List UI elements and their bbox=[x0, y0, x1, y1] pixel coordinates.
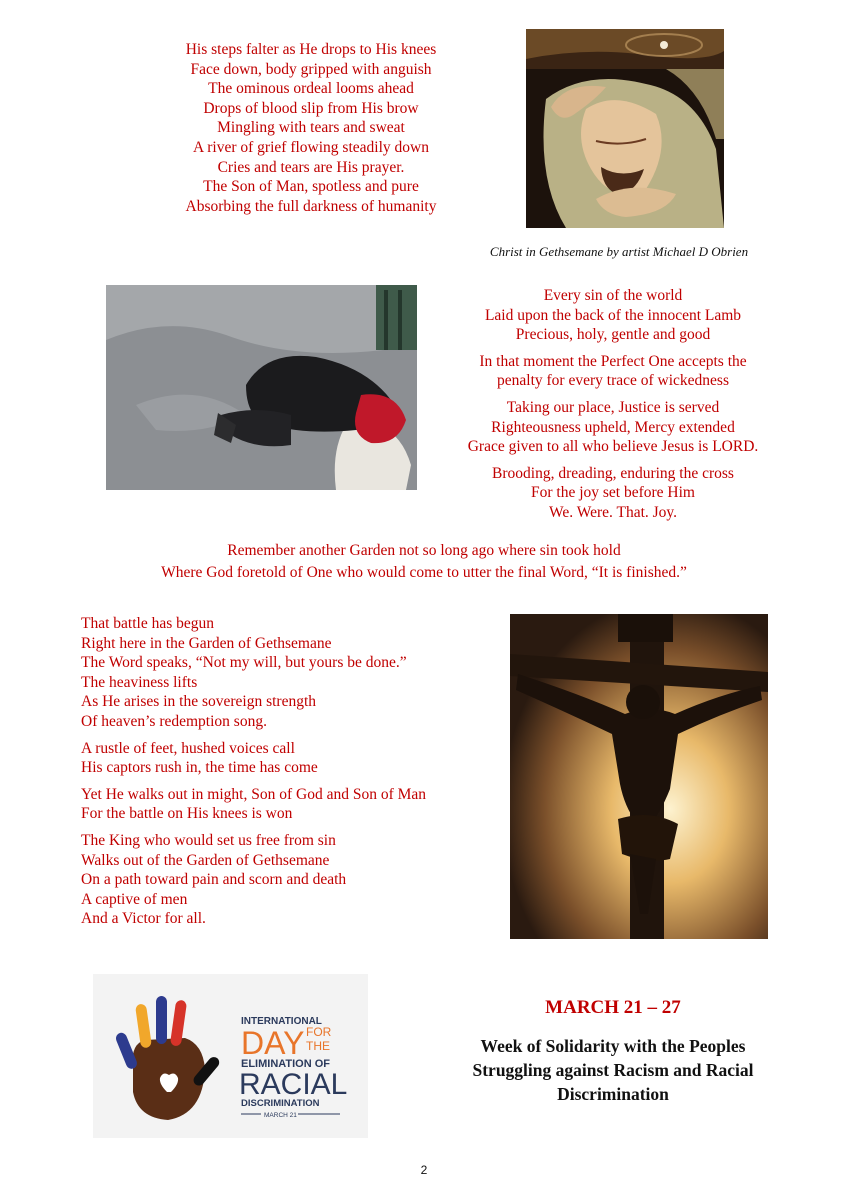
poem-line: His captors rush in, the time has come bbox=[81, 759, 318, 777]
poem-line: Precious, holy, gentle and good bbox=[515, 326, 711, 344]
poem-line: penalty for every trace of wickedness bbox=[497, 372, 729, 390]
poem-line: Laid upon the back of the innocent Lamb bbox=[484, 306, 742, 324]
poem-line: Face down, body gripped with anguish bbox=[190, 60, 432, 78]
poem-line: Mingling with tears and sweat bbox=[217, 119, 405, 137]
poem-line: Grace given to all who believe Jesus is LORD. bbox=[467, 438, 759, 456]
poem-line: In that moment the Perfect One accepts the bbox=[479, 352, 747, 370]
event-date: MARCH 21 – 27 bbox=[545, 997, 681, 1018]
event-title-line: Discrimination bbox=[557, 1084, 669, 1104]
logo-line-3: ELIMINATION OF bbox=[241, 1058, 331, 1070]
poem-line: On a path toward pain and scorn and death bbox=[81, 871, 347, 889]
event-title bbox=[420, 1034, 806, 1106]
page-number: 2 bbox=[420, 1163, 428, 1177]
poem-line: Walks out of the Garden of Gethsemane bbox=[81, 851, 330, 869]
racial-discrimination-day-logo bbox=[93, 974, 368, 1138]
poem-line: Drops of blood slip from His brow bbox=[203, 99, 419, 117]
poem-line: A river of grief flowing steadily down bbox=[193, 138, 429, 156]
poem-line: Remember another Garden not so long ago where sin took hold bbox=[227, 542, 621, 559]
christ-in-gethsemane-painting bbox=[526, 29, 724, 228]
poem-line: We. Were. That. Joy. bbox=[548, 503, 678, 521]
poem-line: The ominous ordeal looms ahead bbox=[208, 80, 414, 98]
logo-line-4: RACIAL bbox=[239, 1068, 348, 1101]
poem-line: As He arises in the sovereign strength bbox=[81, 693, 317, 711]
logo-line-1: INTERNATIONAL bbox=[241, 1016, 322, 1027]
logo-line-5: DISCRIMINATION bbox=[241, 1098, 320, 1109]
poem-line: And a Victor for all. bbox=[81, 910, 206, 928]
logo-line-2b: THE bbox=[306, 1039, 330, 1053]
poem-line: The heaviness lifts bbox=[81, 673, 198, 691]
event-title-line: Struggling against Racism and Racial bbox=[472, 1060, 754, 1080]
event-title-line: Week of Solidarity with the Peoples bbox=[480, 1036, 746, 1056]
logo-line-6: MARCH 21 bbox=[264, 1112, 297, 1119]
poem-line: Absorbing the full darkness of humanity bbox=[185, 197, 437, 215]
kneeling-man-photo bbox=[106, 285, 417, 490]
poem-stanza-3 bbox=[81, 614, 491, 929]
poem-line: Of heaven’s redemption song. bbox=[81, 712, 267, 730]
logo-line-2a: FOR bbox=[306, 1025, 332, 1039]
poem-line: Where God foretold of One who would come to utter the final Word, “It is finished.” bbox=[161, 564, 687, 581]
poem-line: For the joy set before Him bbox=[530, 484, 695, 502]
poem-line: His steps falter as He drops to His knees bbox=[185, 41, 437, 58]
poem-line: The Word speaks, “Not my will, but yours be done.” bbox=[81, 654, 407, 672]
poem-stanza-1 bbox=[130, 40, 492, 216]
poem-line: A captive of men bbox=[81, 890, 188, 908]
poem-line: Brooding, dreading, enduring the cross bbox=[492, 464, 734, 482]
garden-verse bbox=[60, 540, 788, 584]
logo-line-2: DAY bbox=[241, 1025, 305, 1061]
poem-line: The King who would set us free from sin bbox=[81, 831, 336, 849]
poem-line: Cries and tears are His prayer. bbox=[217, 158, 405, 176]
poem-line: A rustle of feet, hushed voices call bbox=[81, 739, 295, 757]
poem-line: Righteousness upheld, Mercy extended bbox=[491, 418, 735, 436]
poem-line: Taking our place, Justice is served bbox=[506, 398, 720, 416]
poem-line: That battle has begun bbox=[81, 615, 214, 632]
poem-line: The Son of Man, spotless and pure bbox=[203, 178, 419, 196]
poem-line: Right here in the Garden of Gethsemane bbox=[81, 634, 332, 652]
crucifix-silhouette-photo bbox=[510, 614, 768, 939]
poem-line: Every sin of the world bbox=[543, 287, 683, 304]
image-caption: Christ in Gethsemane by artist Michael D Obrien bbox=[489, 244, 749, 259]
poem-line: Yet He walks out in might, Son of God and Son of Man bbox=[81, 785, 427, 803]
poem-line: For the battle on His knees is won bbox=[81, 805, 293, 823]
poem-stanza-2 bbox=[440, 286, 786, 523]
